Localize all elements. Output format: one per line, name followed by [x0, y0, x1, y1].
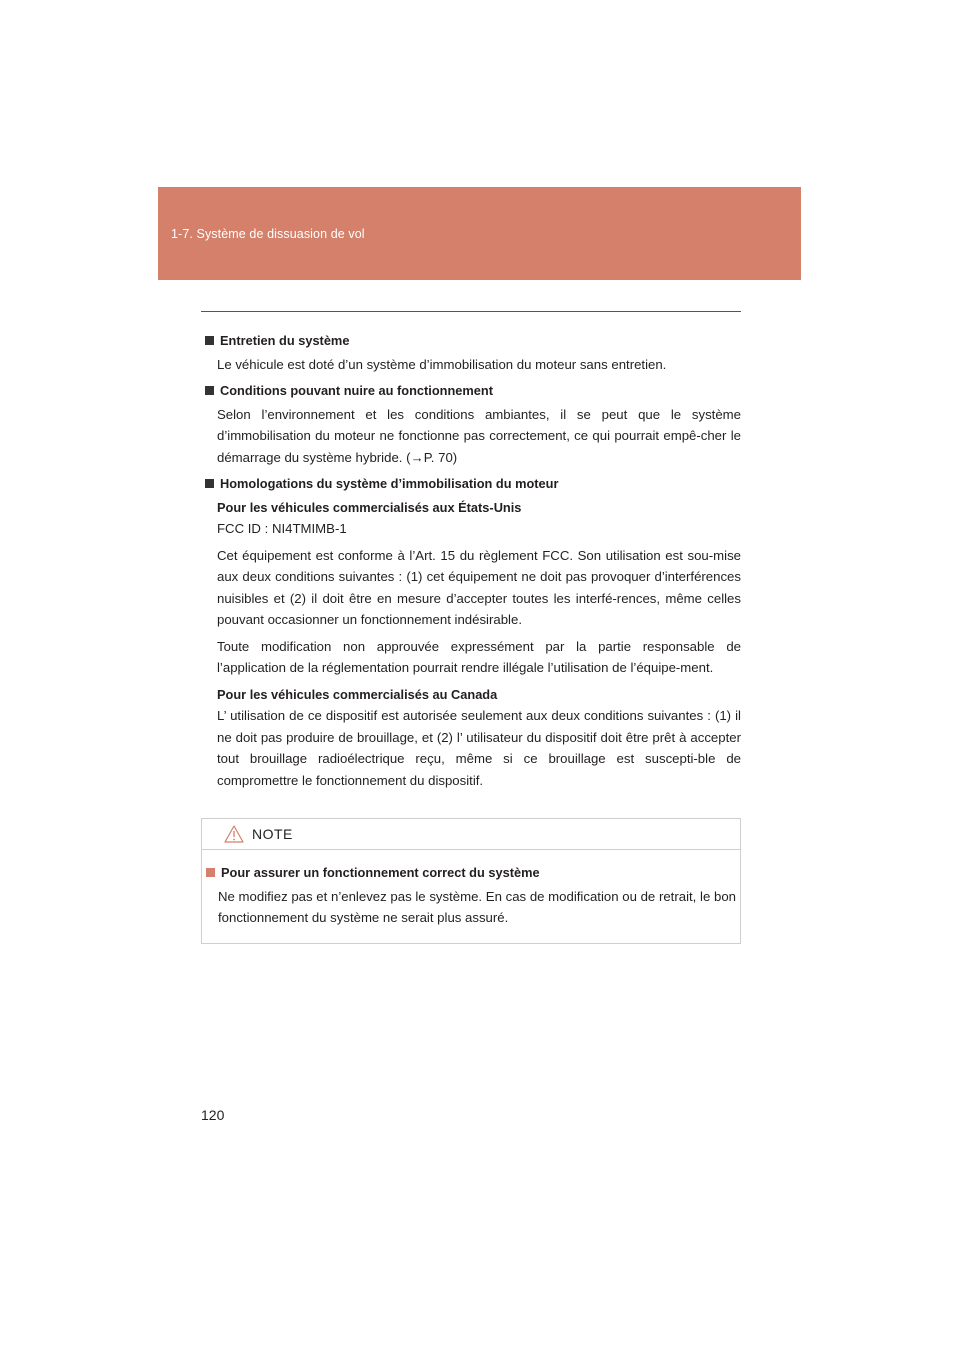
- note-box: [201, 818, 741, 944]
- note-title-row: [202, 819, 740, 850]
- warning-triangle-icon: [224, 825, 244, 843]
- section-heading-text: Homologations du système d’immobilisation du moteur: [220, 476, 559, 491]
- page-number: 120: [201, 1107, 225, 1123]
- note-paragraph: Ne modifiez pas et n’enlevez pas le système. En cas de modification ou de retrait, le bon fonctionnement du système ne serait plus assuré.: [218, 888, 736, 925]
- paragraph: Cet équipement est conforme à l’Art. 15 du règlement FCC. Son utilisation est sou-mise aux deux conditions suivantes : (1) cet équipement ne doit pas provoquer d’interférences nuisibles et (2) il doit être en mesure d’accepter toutes les interfé-rences, même celles pouvant occasionner un fonctionnement indésirable.: [217, 547, 741, 627]
- canada-subheading: Pour les véhicules commercialisés au Canada: [217, 686, 498, 702]
- note-heading: [202, 862, 740, 884]
- square-bullet-icon: [206, 868, 215, 877]
- fcc-id: FCC ID : NI4TMIMB-1: [217, 521, 347, 536]
- section-heading-homologations: [201, 473, 741, 495]
- section-heading-conditions: [201, 380, 741, 402]
- top-divider: [201, 311, 741, 312]
- header-band: [158, 187, 801, 280]
- paragraph: Toute modification non approuvée expressément par la partie responsable de l’application de la réglementation pourrait rendre illégale l’utilisation de l’équipe-ment.: [217, 638, 741, 675]
- note-title: NOTE: [252, 826, 293, 842]
- square-bullet-icon: [205, 386, 214, 395]
- note-heading-text: Pour assurer un fonctionnement correct du système: [221, 865, 540, 880]
- paragraph: Le véhicule est doté d’un système d’immobilisation du moteur sans entretien.: [217, 356, 667, 372]
- note-body: [202, 850, 740, 929]
- usa-subheading: Pour les véhicules commercialisés aux États-Unis: [217, 499, 522, 515]
- paragraph: Selon l’environnement et les conditions ambiantes, il se peut que le système d’immobilisation du moteur ne fonctionne pas correctement, ce qui pourrait empê-cher le démarrage du système hybride. (→P. 70): [217, 406, 741, 465]
- paragraph: L’ utilisation de ce dispositif est autorisée seulement aux deux conditions suivantes : (1) il ne doit pas produire de brouillage, et (2) l’ utilisateur du dispositif doit être prêt à accepter tout brouillage radioélectrique reçu, même si ce brouillage est suscepti-ble de compromettre le fonctionnement du dispositif.: [217, 708, 741, 788]
- square-bullet-icon: [205, 336, 214, 345]
- square-bullet-icon: [205, 479, 214, 488]
- section-heading-maintenance: [201, 330, 741, 352]
- main-content: [201, 330, 741, 796]
- section-heading-text: Conditions pouvant nuire au fonctionnement: [220, 383, 493, 398]
- section-heading-text: Entretien du système: [220, 333, 350, 348]
- section-title: 1-7. Système de dissuasion de vol: [171, 227, 365, 241]
